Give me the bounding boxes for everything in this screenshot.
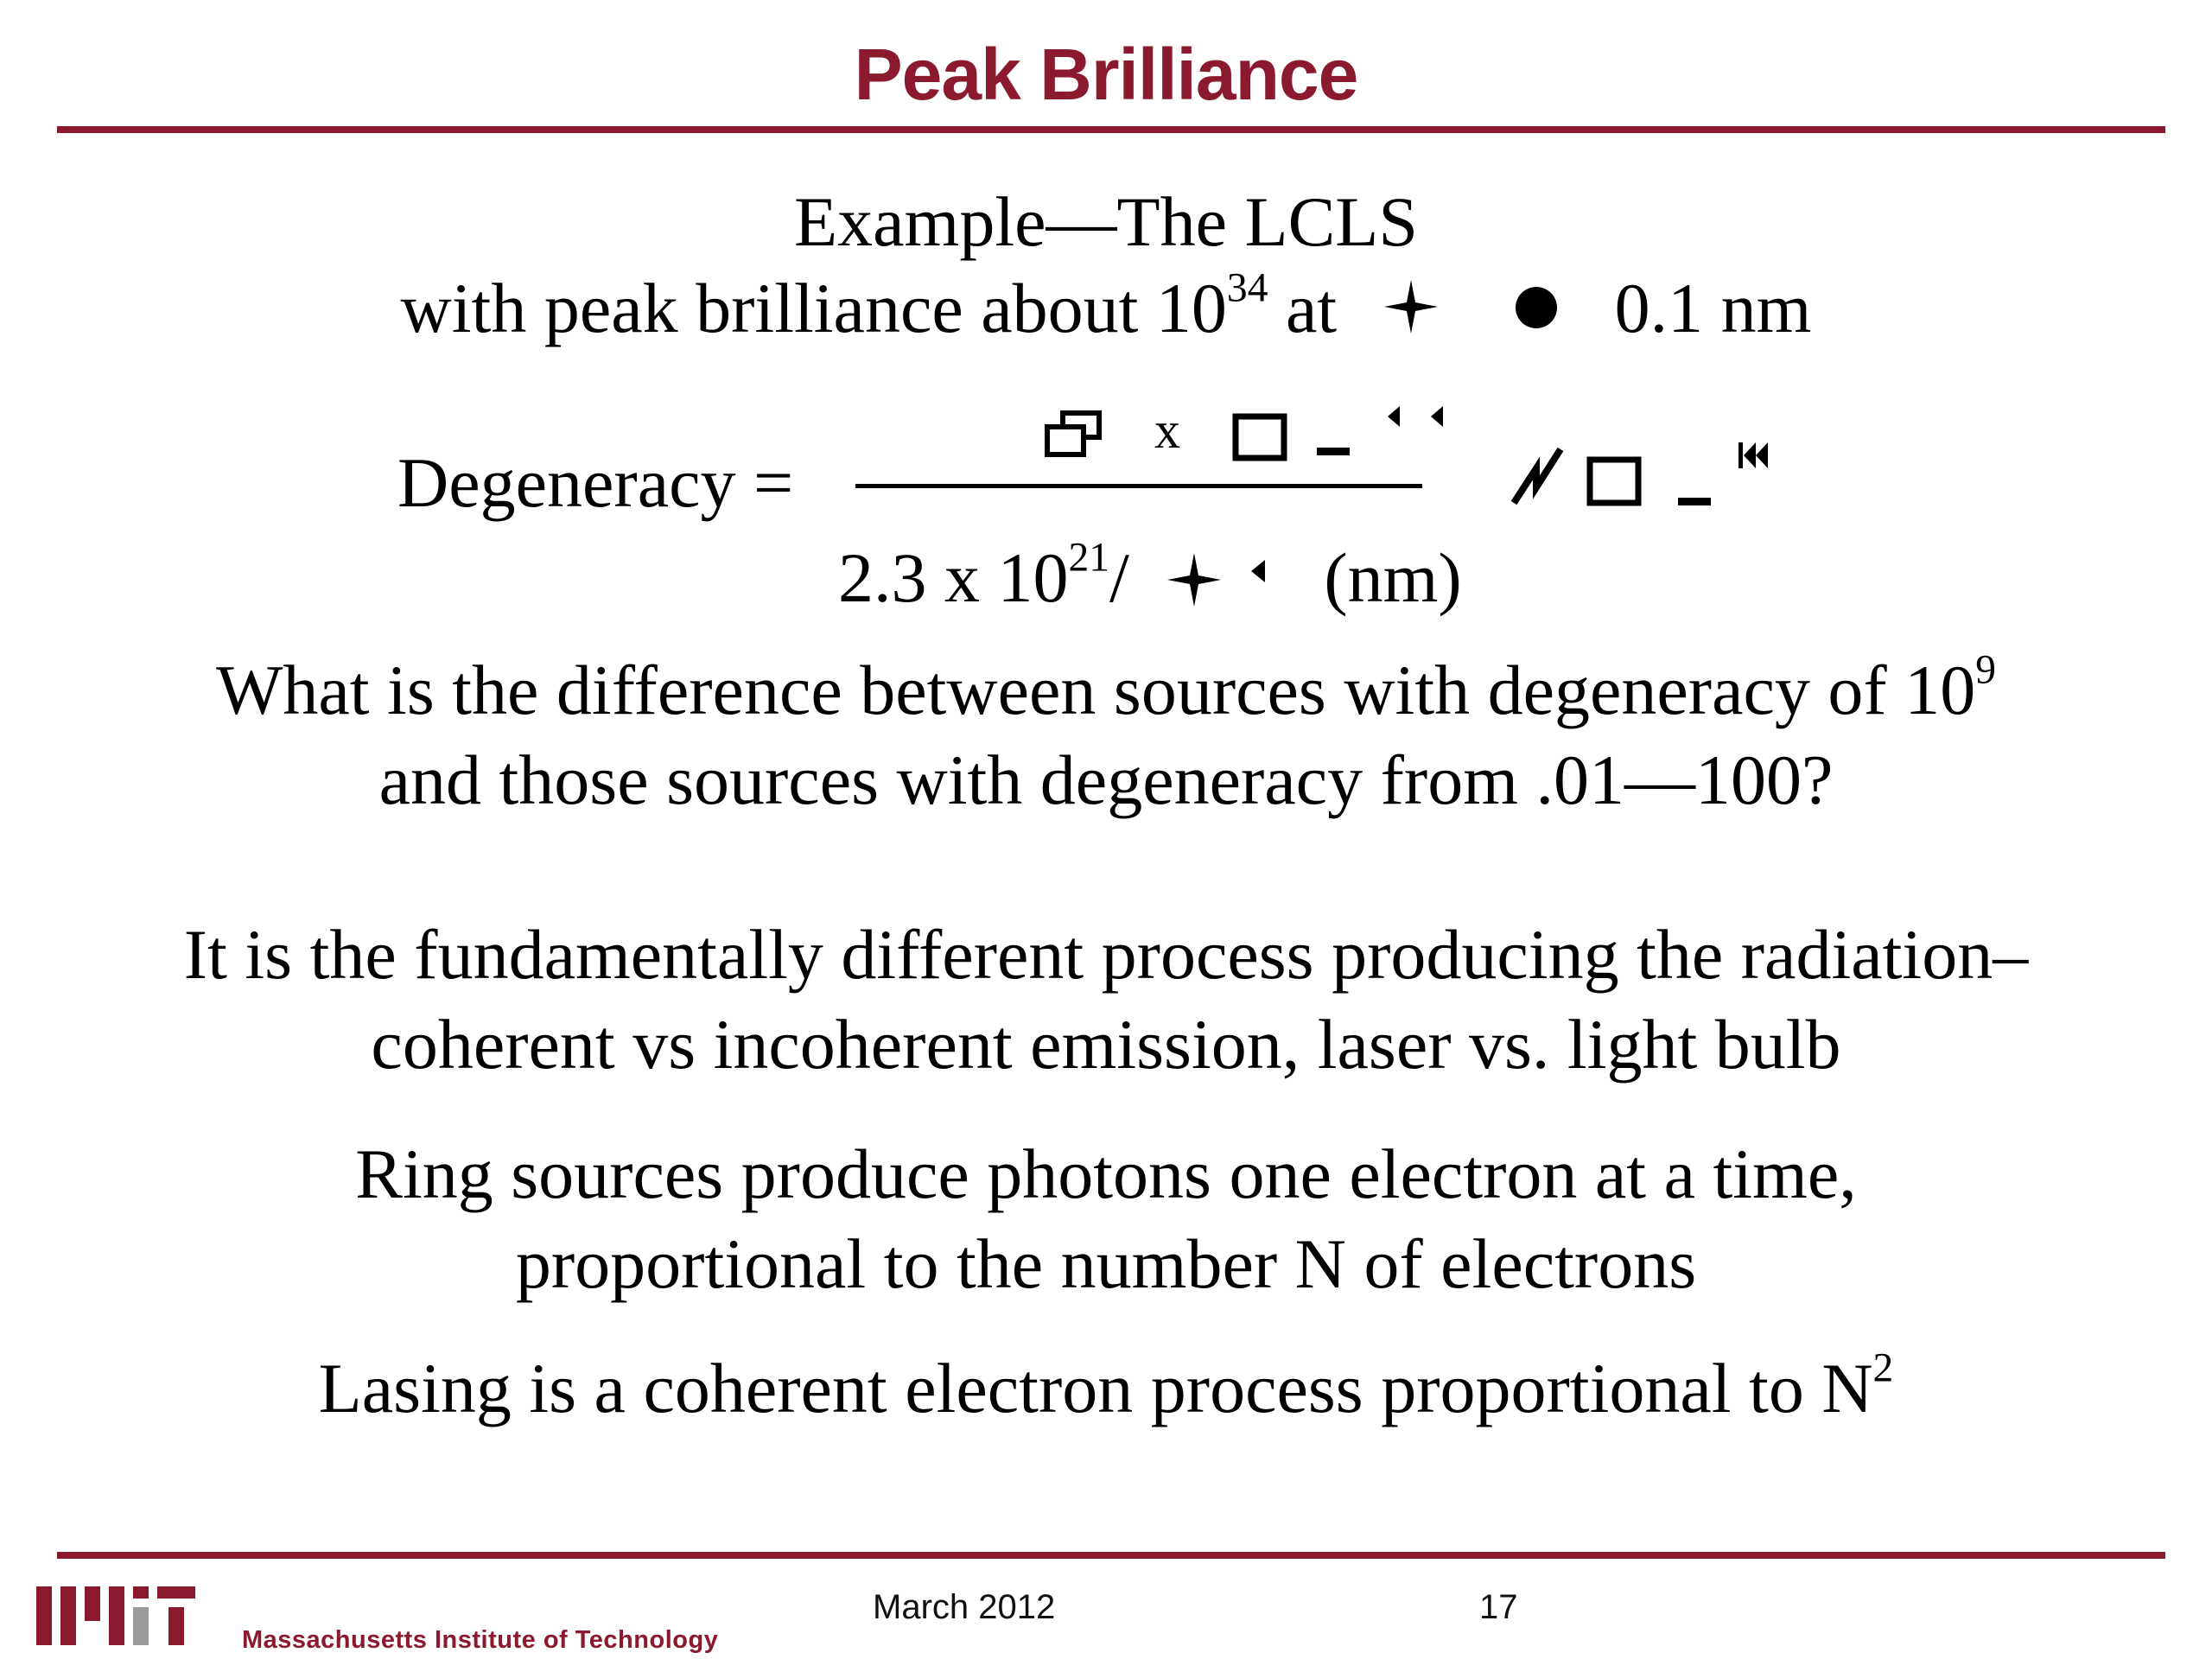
degeneracy-units [1507,432,1783,518]
lasing-exponent: 2 [1872,1345,1894,1391]
question-exponent: 9 [1975,647,1996,693]
box-icon [1236,416,1284,458]
degeneracy-numerator [1044,394,1459,472]
fraction-bar [855,484,1422,488]
lightning-icon [1514,449,1560,503]
brilliance-at: at [1268,269,1338,347]
degeneracy-label: Degeneracy = [397,443,794,522]
overlap-boxes-icon [1047,413,1099,454]
lasing-text: Lasing is a coherent electron process proportional to N [318,1349,1873,1427]
box-icon [1590,460,1638,503]
question-line-1-text: What is the difference between sources with degeneracy of 10 [215,651,1976,729]
left-triangle-icon [1248,520,1268,546]
wavelength-value: 0.1 nm [1614,269,1812,347]
brilliance-line [0,265,2212,349]
mit-logo [35,1581,199,1650]
footer-date: March 2012 [873,1588,1056,1626]
dash-mark [1317,448,1350,455]
answer-line-2: coherent vs incoherent emission, laser vs. light bulb [371,1005,1841,1084]
example-heading: Example—The LCLS [794,182,1418,261]
bullet-dot-icon [1510,270,1562,321]
answer-line-1: It is the fundamentally different process producing the radiation– [183,915,2029,994]
title-divider [57,126,2165,133]
ring-line-1: Ring sources produce photons one electron at a time, [355,1135,1857,1213]
footer-divider [57,1552,2165,1559]
slide-title: Peak Brilliance [854,34,1358,115]
institution-name: Massachusetts Institute of Technology [242,1626,719,1654]
left-triangle-icon [1388,406,1443,427]
denominator-unit: (nm) [1324,538,1462,617]
page-number: 17 [1479,1588,1518,1626]
brilliance-prefix: with peak brilliance about 10 [400,269,1227,347]
denominator-exponent: 21 [1068,535,1110,581]
lasing-line [0,1345,2212,1429]
skip-back-icon [1738,442,1768,468]
denominator-prefix: 2.3 x 10 [838,538,1069,617]
question-line-1 [0,647,2212,731]
star-cross-icon [1381,273,1441,334]
star-cross-icon [1164,546,1224,607]
question-line-2: and those sources with degeneracy from .01—100? [378,741,1834,819]
numerator-times: x [1154,402,1180,459]
ring-line-2: proportional to the number N of electrons [515,1224,1697,1303]
denominator-slash: / [1109,538,1129,617]
dash-mark [1678,498,1711,505]
degeneracy-denominator [838,520,1462,619]
brilliance-exponent: 34 [1226,265,1268,311]
